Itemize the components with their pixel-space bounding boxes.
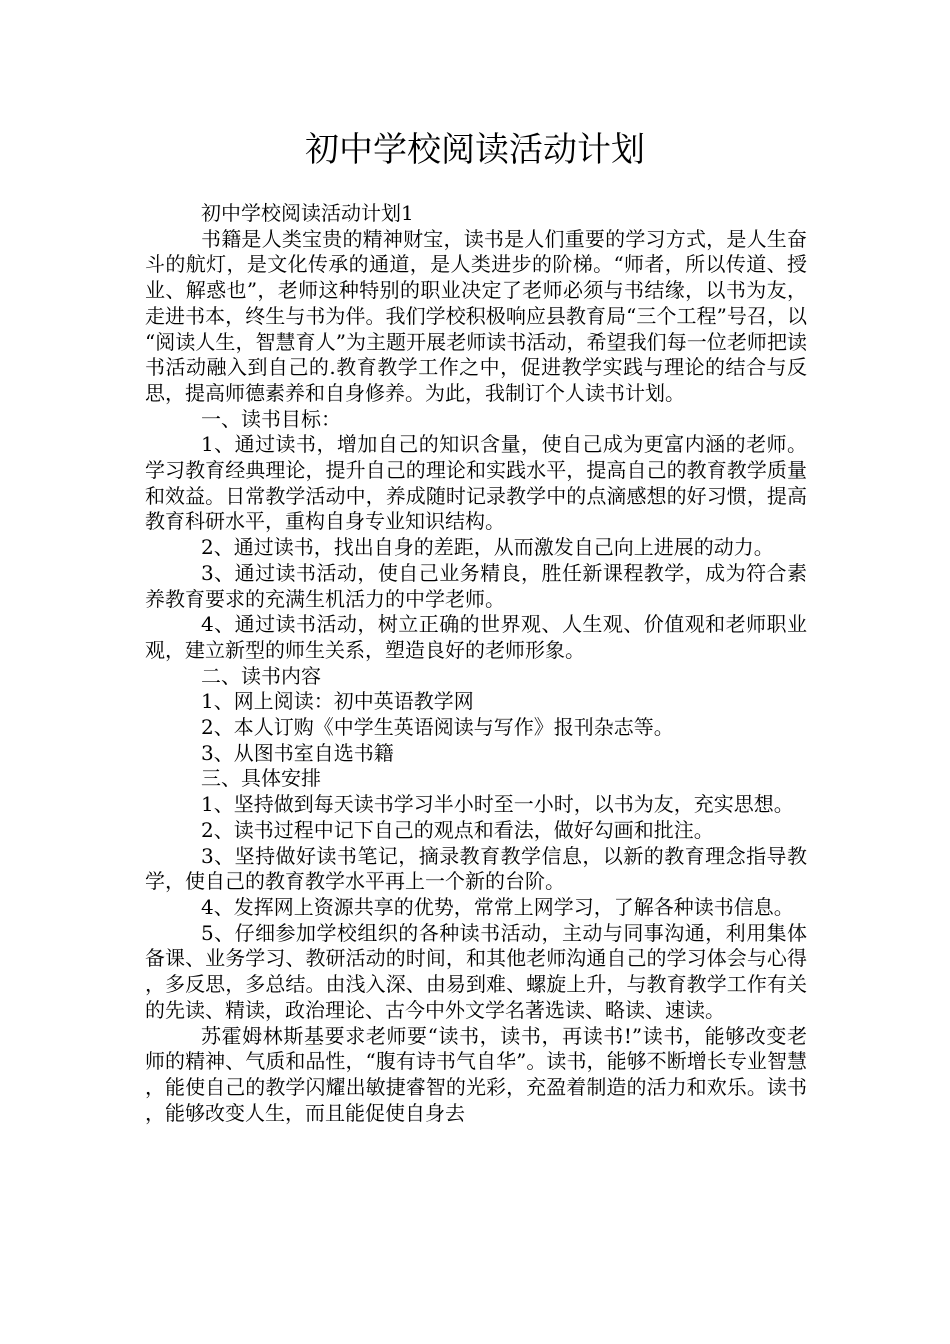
document-title: 初中学校阅读活动计划 bbox=[305, 130, 645, 170]
intro-paragraph: 书籍是人类宝贵的精神财宝，读书是人们重要的学习方式，是人生奋斗的航灯，是文化传承的通道，是人类进步的阶梯。“师者，所以传道、授业、解惑也”，老师这种特别的职业决定了老师必须与书结缘，以书为友，走进书本，终生与书为伴。我们学校积极响应县教育局“三个工程”号召，以“阅读人生，智慧育人”为主题开展老师读书活动，希望我们每一位老师把读书活动融入到自己的.教育教学工作之中，促进教学实践与理论的结合与反思，提高师德素养和自身修养。为此，我制订个人读书计划。 bbox=[145, 226, 807, 405]
schedule-item-5: 5、仔细参加学校组织的各种读书活动，主动与同事沟通，利用集体备课、业务学习、教研活动的时间，和其他老师沟通自己的学习体会与心得，多反思，多总结。由浅入深、由易到难、螺旋上升，与教育教学工作有关的先读、精读，政治理论、古今中外文学名著选读、略读、速读。 bbox=[145, 920, 807, 1022]
goal-item-3: 3、通过读书活动，使自己业务精良，胜任新课程教学，成为符合素养教育要求的充满生机活力的中学老师。 bbox=[145, 560, 807, 611]
goal-item-2: 2、通过读书，找出自身的差距，从而激发自己向上进展的动力。 bbox=[201, 535, 774, 560]
document-body bbox=[145, 201, 807, 1126]
schedule-item-3: 3、坚持做好读书笔记，摘录教育教学信息，以新的教育理念指导教学，使自己的教育教学水平再上一个新的台阶。 bbox=[145, 843, 807, 894]
content-item-3: 3、从图书室自选书籍 bbox=[201, 740, 394, 765]
section-heading-content: 二、读书内容 bbox=[201, 663, 321, 688]
section-heading-schedule: 三、具体安排 bbox=[201, 766, 321, 791]
schedule-item-1: 1、坚持做到每天读书学习半小时至一小时，以书为友，充实思想。 bbox=[201, 792, 794, 817]
content-item-2: 2、本人订购《中学生英语阅读与写作》报刊杂志等。 bbox=[201, 715, 674, 740]
subtitle-paragraph: 初中学校阅读活动计划1 bbox=[201, 201, 414, 225]
schedule-item-2: 2、读书过程中记下自己的观点和看法，做好勾画和批注。 bbox=[201, 817, 714, 842]
section-heading-goals: 一、读书目标： bbox=[201, 406, 341, 431]
content-item-1: 1、网上阅读：初中英语教学网 bbox=[201, 689, 474, 714]
goal-item-1: 1、通过读书，增加自己的知识含量，使自己成为更富内涵的老师。学习教育经典理论，提升自己的理论和实践水平，提高自己的教育教学质量和效益。日常教学活动中，养成随时记录教学中的点滴感想的好习惯，提高教育科研水平，重构自身专业知识结构。 bbox=[145, 432, 807, 534]
closing-paragraph: 苏霍姆林斯基要求老师要“读书，读书，再读书!”读书，能够改变老师的精神、气质和品性，“腹有诗书气自华”。读书，能够不断增长专业智慧，能使自己的教学闪耀出敏捷睿智的光彩，充盈着制造的活力和欢乐。读书，能够改变人生，而且能促使自身去 bbox=[145, 1023, 807, 1125]
goal-item-4: 4、通过读书活动，树立正确的世界观、人生观、价值观和老师职业观，建立新型的师生关系，塑造良好的老师形象。 bbox=[145, 612, 807, 662]
schedule-item-4: 4、发挥网上资源共享的优势，常常上网学习，了解各种读书信息。 bbox=[201, 894, 794, 919]
